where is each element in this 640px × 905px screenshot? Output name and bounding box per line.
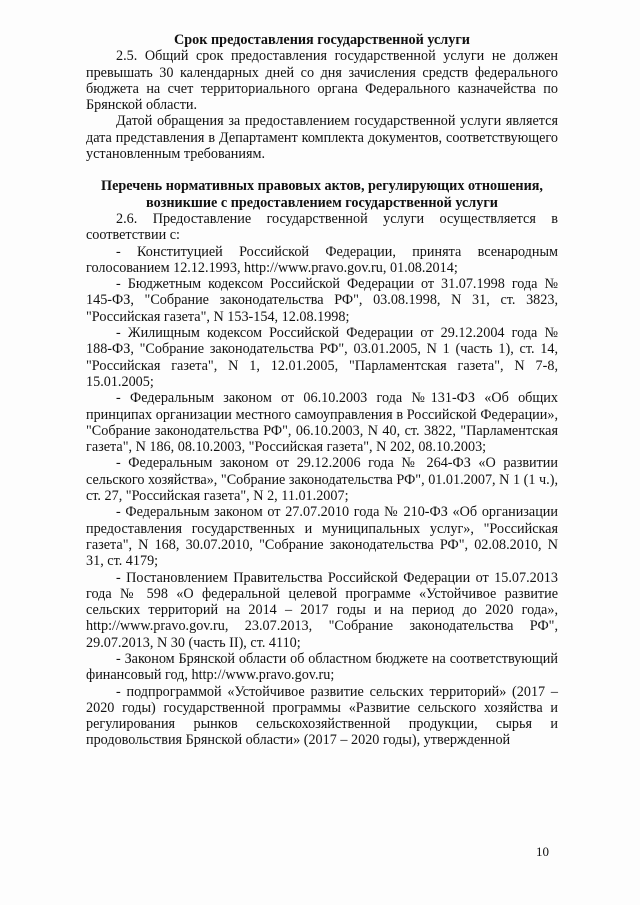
list-item-constitution: - Конституцией Российской Федерации, принята всенародным голосованием 12.12.1993, http://www.pravo.gov.ru, 01.08.2014; bbox=[86, 243, 558, 276]
page-content bbox=[86, 32, 558, 749]
list-item-bryansk-budget-law: - Законом Брянской области об областном бюджете на соответствующий финансовый год, http://www.pravo.gov.ru; bbox=[86, 650, 558, 684]
list-item-budget-code: - Бюджетным кодексом Российской Федерации от 31.07.1998 года № 145-ФЗ, "Собрание законодательства РФ", 03.08.1998, N 31, ст. 3823, "Российская газета", N 153-154, 12.08.1998; bbox=[86, 276, 558, 325]
page-number: 10 bbox=[536, 844, 549, 859]
list-item-subprogram: - подпрограммой «Устойчивое развитие сельских территорий» (2017 – 2020 годы) государственной программы «Развитие сельского хозяйства и регулирования рынков сельскохозяйственной продукции, сырья и продовольствия Брянской области» (2017 – 2020 годы), утвержденной bbox=[86, 683, 558, 749]
paragraph-2-6: 2.6. Предоставление государственной услуги осуществляется в соответствии с: bbox=[86, 210, 558, 244]
list-item-housing-code: - Жилищным кодексом Российской Федерации от 29.12.2004 года № 188-ФЗ, "Собрание законодательства РФ", 03.01.2005, N 1 (часть 1), ст. 14, "Российская газета", N 1, 12.01.2005, "Парламентская газета", N 7-8, 15.01.2005; bbox=[86, 325, 558, 390]
paragraph-2-5: 2.5. Общий срок предоставления государственной услуги не должен превышать 30 календарных дней со дня зачисления средств федерального бюджета на счет территориального органа Федерального казначейства по Брянской области. bbox=[86, 48, 558, 114]
list-item-resolution-598: - Постановлением Правительства Российской Федерации от 15.07.2013 года № 598 «О федеральной целевой программе «Устойчивое развитие сельских территорий на 2014 – 2017 годы и на период до 2020 года», http://www.pravo.gov.ru, 23.07.2013, "Собрание законодательства РФ", 29.07.2013, N 30 (часть II), ст. 4110; bbox=[86, 569, 558, 651]
list-item-law-264: - Федеральным законом от 29.12.2006 года № 264-ФЗ «О развитии сельского хозяйства», "Собрание законодательства РФ", 01.01.2007, N 1 (1 ч.), ст. 27, "Российская газета", N 2, 11.01.2007; bbox=[86, 455, 558, 505]
section-heading-legal-acts-line1: Перечень нормативных правовых актов, регулирующих отношения, bbox=[101, 178, 543, 195]
list-item-law-210: - Федеральным законом от 27.07.2010 года № 210-ФЗ «Об организации предоставления государственных и муниципальных услуг», "Российская газета", N 168, 30.07.2010, "Собрание законодательства РФ", 02.08.2010, N 31, ст. 4179; bbox=[86, 504, 558, 570]
list-item-law-131: - Федеральным законом от 06.10.2003 года №131-ФЗ «Об общих принципах организации местного самоуправления в Российской Федерации», "Собрание законодательства РФ", 06.10.2003, N 40, ст. 3822, "Парламентская газета", N 186, 08.10.2003, "Российская газета", N 202, 08.10.2003; bbox=[86, 390, 558, 456]
section-heading-term: Срок предоставления государственной услуги bbox=[174, 32, 470, 48]
paragraph-application-date: Датой обращения за предоставлением государственной услуги является дата представления в Департамент комплекта документов, соответствующего установленным требованиям. bbox=[86, 113, 558, 163]
section-heading-legal-acts-line2: возникшие с предоставлением государственной услуги bbox=[146, 194, 498, 211]
